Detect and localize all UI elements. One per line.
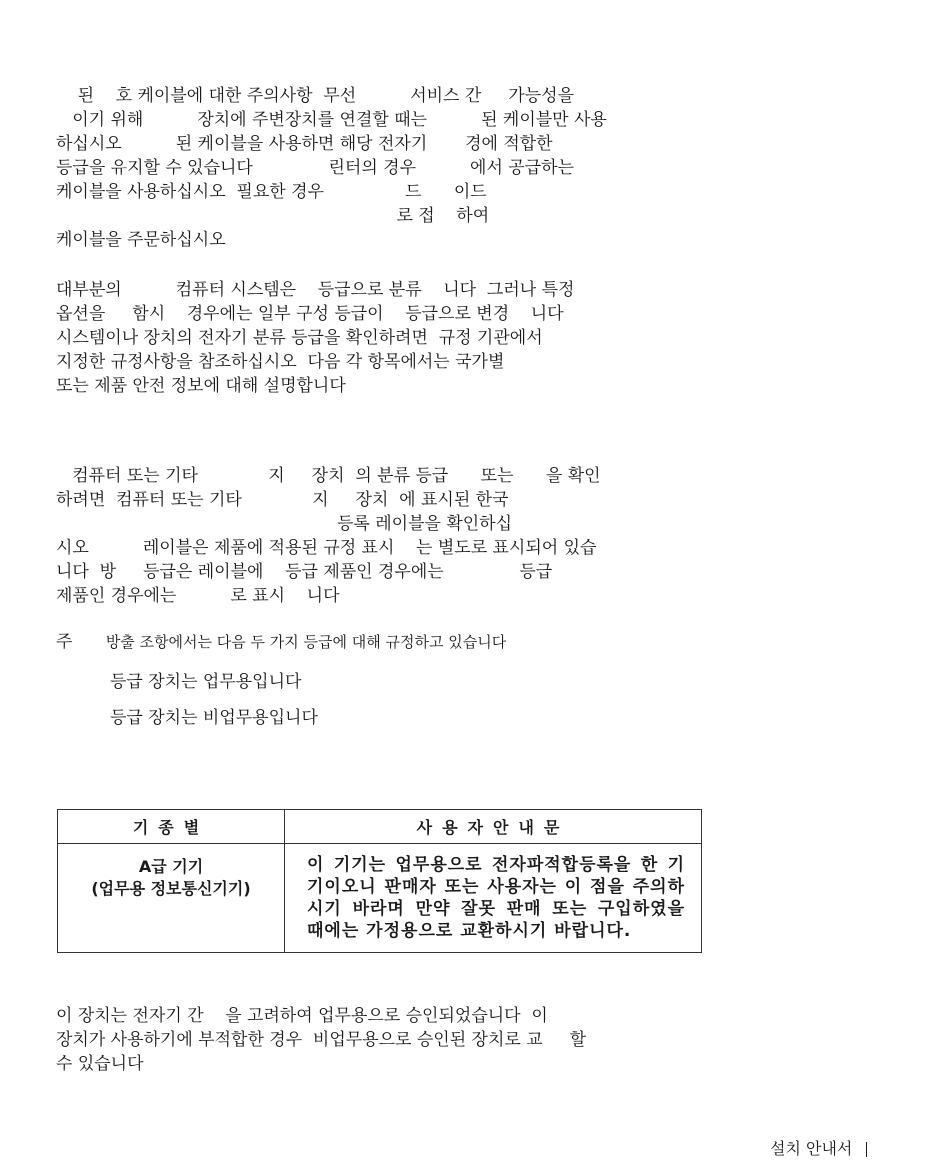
text-line: 니다 방 등급은 레이블에 등급 제품인 경우에는 등급 (56, 562, 553, 582)
text-line: 이기 위해 장치에 주변장치를 연결할 때는 된 케이블만 사용 (56, 110, 607, 130)
text-line: 옵션을 함시 경우에는 일부 구성 등급이 등급으로 변경 니다 (56, 304, 564, 324)
equipment-type-header: 기종별 (58, 810, 285, 844)
cable-notice-paragraph (56, 84, 696, 252)
table-row (58, 844, 702, 953)
text-line: 하려면 컴퓨터 또는 기타 지 장치 에 표시된 한국 (56, 490, 509, 510)
text-line: 이 장치는 전자기 간 을 고려하여 업무용으로 승인되었습니다 이 (56, 1006, 548, 1026)
text-line: 등급을 유지할 수 있습니다 린터의 경우 에서 공급하는 (56, 158, 574, 178)
text-line: 된 호 케이블에 대한 주의사항 무선 서비스 간 가능성을 (56, 86, 574, 106)
class-a-label: A급 기기 (138, 857, 204, 876)
text-line: 시스템이나 장치의 전자기 분류 등급을 확인하려면 규정 기관에서 (56, 328, 543, 348)
footer-separator (866, 1142, 867, 1157)
text-line: 제품인 경우에는 로 표시 니다 (56, 586, 340, 606)
text-line: 장치가 사용하기에 부적합한 경우 비업무용으로 승인된 장치로 교 할 (56, 1030, 587, 1050)
class-a-bullet: 등급 장치는 업무용입니다 (110, 672, 302, 692)
note-mark: 주 (56, 632, 73, 652)
kcc-notice-table (57, 809, 702, 953)
text-line: 수 있습니다 (56, 1054, 144, 1074)
text-line: 케이블을 주문하십시오 (56, 230, 226, 250)
text-line: 또는 제품 안전 정보에 대해 설명합니다 (56, 376, 346, 396)
footer-title: 설치 안내서 (770, 1139, 853, 1158)
text-line: 컴퓨터 또는 기타 지 장치 의 분류 등급 또는 을 확인 (56, 466, 601, 486)
user-guide-cell: 이 기기는 업무용으로 전자파적합등록을 한 기기이오니 판매자 또는 사용자는 이 점을 주의하시기 바라며 만약 잘못 판매 또는 구입하였을 때에는 가정용으로 교환하시기 바랍니다. (285, 844, 702, 953)
note-line (56, 630, 696, 654)
equipment-type-cell (58, 844, 285, 953)
approval-paragraph (56, 1004, 696, 1076)
business-equipment-label: (업무용 정보통신기기) (91, 879, 251, 898)
table-header-row (58, 810, 702, 844)
text-line: 등록 레이블을 확인하십 (56, 514, 513, 534)
user-guide-header: 사용자안내문 (285, 810, 702, 844)
page-footer (770, 1140, 867, 1158)
text-line: 시오 레이블은 제품에 적용된 규정 표시 는 별도로 표시되어 있습 (56, 538, 597, 558)
text-line: 케이블을 사용하십시오 필요한 경우 드 이드 (56, 182, 487, 202)
korea-label-paragraph (56, 464, 696, 608)
note-text: 방출 조항에서는 다음 두 가지 등급에 대해 규정하고 있습니다 (72, 633, 507, 651)
text-line: 지정한 규정사항을 참조하십시오 다음 각 항목에서는 국가별 (56, 352, 505, 372)
text-line: 로 접 하여 (56, 206, 490, 226)
class-b-bullet: 등급 장치는 비업무용입니다 (110, 708, 318, 728)
text-line: 하십시오 된 케이블을 사용하면 해당 전자기 경에 적합한 (56, 134, 553, 154)
text-line: 대부분의 컴퓨터 시스템은 등급으로 분류 니다 그러나 특정 (56, 280, 575, 300)
classification-paragraph (56, 278, 696, 398)
